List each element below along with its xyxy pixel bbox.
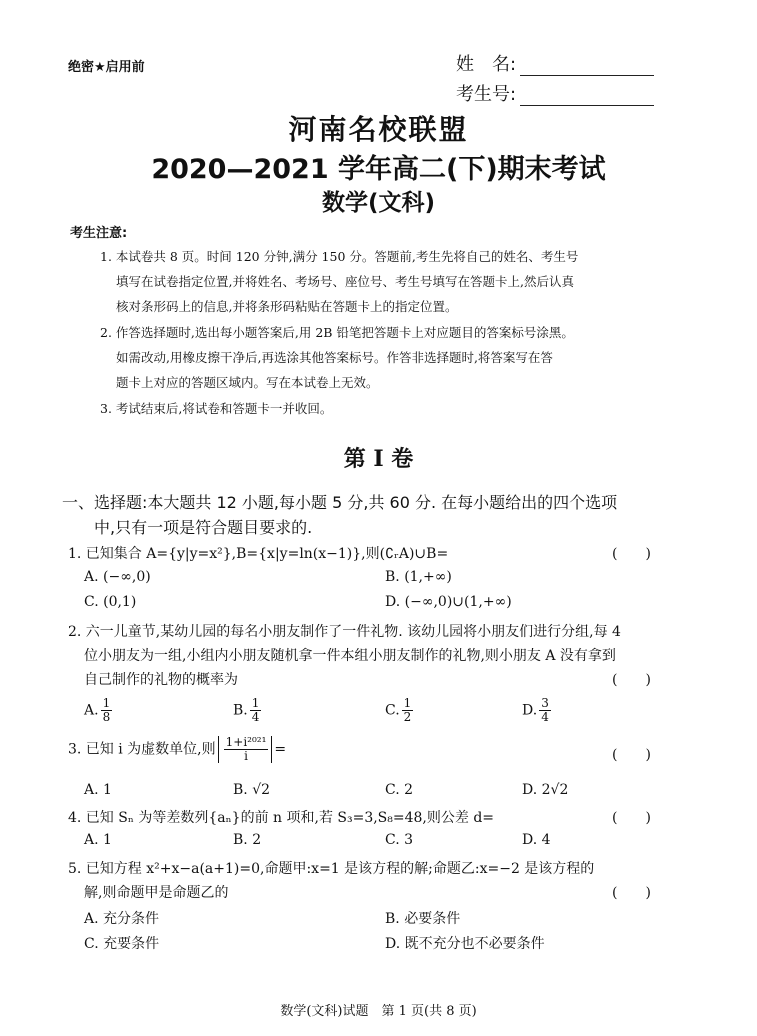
q2-stem-line-2: 位小朋友为一组,小组内小朋友随机拿一件本组小朋友制作的礼物,则小朋友 A 没有拿到	[84, 648, 616, 664]
q2-option-a[interactable]	[84, 697, 112, 724]
note-2-line-2: 如需改动,用橡皮擦干净后,再选涂其他答案标号。作答非选择题时,将答案写在答	[116, 350, 553, 365]
q3-answer-bracket[interactable]: ( )	[612, 747, 651, 763]
section-heading-line-2: 中,只有一项是符合题目要求的.	[94, 518, 313, 537]
student-id-label: 考生号:	[456, 84, 517, 105]
q4-option-a[interactable]: A. 1	[84, 832, 112, 848]
student-id-field[interactable]	[456, 80, 654, 106]
note-1-line-1: 1. 本试卷共 8 页。时间 120 分钟,满分 150 分。答题前,考生先将自己的姓名、考生号	[100, 249, 579, 264]
q2-option-d[interactable]	[522, 697, 551, 724]
q1-option-b[interactable]: B. (1,+∞)	[385, 569, 452, 585]
q1-option-d[interactable]: D. (−∞,0)∪(1,+∞)	[385, 594, 512, 610]
exam-title: 2020—2021 学年高二(下)期末考试	[151, 154, 606, 185]
subject-title: 数学(文科)	[321, 190, 436, 216]
q2-option-a-fraction: $\frac{1}{8}$	[102, 696, 111, 724]
name-field[interactable]	[456, 50, 654, 76]
q1-option-c[interactable]: C. (0,1)	[84, 594, 137, 610]
q1-option-a[interactable]: A. (−∞,0)	[84, 569, 151, 585]
q1-stem: 1. 已知集合 A={y|y=x²},B={x|y=ln(x−1)},则(∁ᵣA)∪B=	[68, 546, 449, 562]
q5-option-a[interactable]: A. 充分条件	[84, 911, 160, 927]
name-blank[interactable]	[520, 59, 654, 76]
q3-stem-suffix: =	[274, 741, 287, 758]
q2-answer-bracket[interactable]: ( )	[612, 672, 651, 688]
q3-stem-prefix: 3. 已知 i 为虚数单位,则	[68, 741, 216, 758]
note-1-line-3: 核对条形码上的信息,并将条形码粘贴在答题卡上的指定位置。	[116, 299, 458, 314]
name-label: 姓 名:	[456, 54, 517, 75]
notes-title: 考生注意:	[70, 226, 128, 241]
q4-option-c[interactable]: C. 3	[385, 832, 414, 848]
q3-stem	[68, 736, 286, 763]
q4-option-d[interactable]: D. 4	[522, 832, 551, 848]
q2-option-c-fraction: $\frac{1}{2}$	[403, 696, 412, 724]
q3-option-b[interactable]: B. √2	[233, 782, 271, 798]
q2-stem-line-1: 2. 六一儿童节,某幼儿园的每名小朋友制作了一件礼物. 该幼儿园将小朋友们进行分组,每 4	[68, 624, 621, 640]
q2-option-a-label: A.	[84, 702, 99, 719]
q5-option-b[interactable]: B. 必要条件	[385, 911, 461, 927]
q4-answer-bracket[interactable]: ( )	[612, 810, 651, 826]
q5-option-c[interactable]: C. 充要条件	[84, 936, 160, 952]
q2-option-d-fraction: $\frac{3}{4}$	[541, 696, 549, 724]
q2-option-c[interactable]	[385, 697, 413, 724]
q5-option-d[interactable]: D. 既不充分也不必要条件	[385, 936, 545, 952]
q3-option-c[interactable]: C. 2	[385, 782, 414, 798]
q4-stem: 4. 已知 Sₙ 为等差数列{aₙ}的前 n 项和,若 S₃=3,S₈=48,则公差 d=	[68, 810, 495, 826]
note-2-line-1: 2. 作答选择题时,选出每小题答案后,用 2B 铅笔把答题卡上对应题目的答案标号涂黑。	[100, 325, 574, 340]
q2-option-b-fraction: $\frac{1}{4}$	[251, 696, 260, 724]
note-1-line-2: 填写在试卷指定位置,并将姓名、考场号、座位号、考生号填写在答题卡上,然后认真	[116, 274, 574, 289]
note-2-line-3: 题卡上对应的答题区域内。写在本试卷上无效。	[116, 375, 379, 390]
q3-abs-expression: $\frac{\text{1+i²⁰²¹}}{i}$	[218, 736, 273, 763]
alliance-title: 河南名校联盟	[288, 113, 469, 146]
q5-answer-bracket[interactable]: ( )	[612, 885, 651, 901]
q2-option-b[interactable]	[233, 697, 261, 724]
volume-heading: 第 I 卷	[343, 446, 414, 472]
q2-stem-line-3: 自己制作的礼物的概率为	[84, 672, 238, 688]
q3-option-a[interactable]: A. 1	[84, 782, 112, 798]
q2-option-b-label: B.	[233, 702, 248, 719]
note-3: 3. 考试结束后,将试卷和答题卡一并收回。	[100, 401, 333, 416]
q3-option-d[interactable]: D. 2√2	[522, 782, 569, 798]
section-heading-line-1: 一、选择题:本大题共 12 小题,每小题 5 分,共 60 分. 在每小题给出的四个选项	[62, 493, 618, 512]
q5-stem-line-1: 5. 已知方程 x²+x−a(a+1)=0,命题甲:x=1 是该方程的解;命题乙:x=−2 是该方程的	[68, 861, 595, 877]
q4-option-b[interactable]: B. 2	[233, 832, 262, 848]
page-footer: 数学(文科)试题 第 1 页(共 8 页)	[280, 1004, 477, 1019]
student-id-blank[interactable]	[520, 89, 654, 106]
q5-stem-line-2: 解,则命题甲是命题乙的	[84, 885, 229, 901]
q1-answer-bracket[interactable]: ( )	[612, 546, 651, 562]
q2-option-c-label: C.	[385, 702, 400, 719]
q2-option-d-label: D.	[522, 702, 538, 719]
confidential-label: 绝密★启用前	[68, 60, 145, 75]
